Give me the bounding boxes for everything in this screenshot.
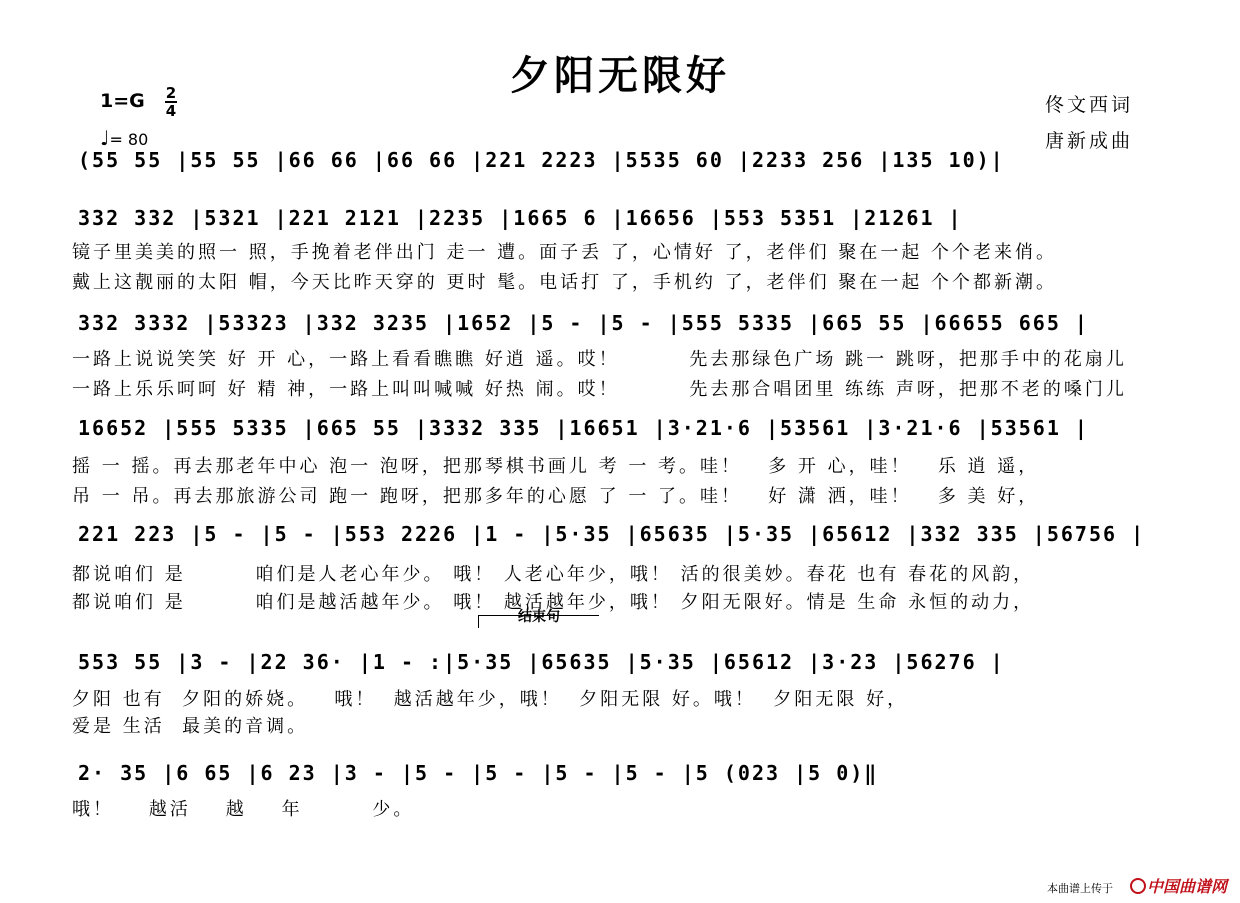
notation-text: (55 55 |55 55 |66 66 |66 66 |221 2223 |5535 60 |2233 256 |135 10)| (78, 148, 1005, 172)
time-signature (165, 86, 177, 118)
notation-text: 221 223 |5 - |5 - |553 2226 |1 - |5·35 |65635 |5·35 |65612 |332 335 |56756 | (78, 522, 1146, 546)
lyric-line: 摇 一 摇。再去那老年中心 泡一 泡呀，把那琴棋书画儿 考 一 考。哇！ 多 开 心，哇！ 乐 逍 遥， (72, 456, 1040, 477)
lyric-line: 一路上说说笑笑 好 开 心，一路上看看瞧瞧 好逍 遥。哎！ 先去那绿色广场 跳一 跳呀，把那手中的花扇儿 (72, 349, 1127, 370)
notation-line-1 (72, 142, 1180, 186)
lyricist-credit: 佟文西词 (1045, 94, 1134, 116)
notation-line-4 (72, 410, 1180, 454)
notation-text: 332 3332 |53323 |332 3235 |1652 |5 - |5 - |555 5335 |665 55 |66655 665 | (78, 311, 1089, 335)
lyric-line: 镜子里美美的照一 照，手挽着老伴出门 走一 遭。面子丢 了，心情好 了，老伴们 聚在一起 个个老来俏。 (72, 242, 1058, 263)
lyric-line: 吊 一 吊。再去那旅游公司 跑一 跑呀，把那多年的心愿 了 一 了。哇！ 好 潇 洒，哇！ 多 美 好， (72, 486, 1040, 507)
ending-label: 结束句 (518, 609, 560, 625)
notation-line-6 (72, 644, 1180, 688)
ending-bracket (478, 615, 599, 628)
notation-line-3 (72, 305, 1180, 349)
notation-text: 553 55 |3 - |22 36· |1 - :|5·35 |65635 |5·35 |65612 |3·23 |56276 | (78, 650, 1005, 674)
notation-text: 2· 35 |6 65 |6 23 |3 - |5 - |5 - |5 - |5 - |5 (023 |5 0)‖ (78, 761, 879, 785)
lyric-line: 夕阳 也有 夕阳的娇娆。 哦！ 越活越年少，哦！ 夕阳无限 好。哦！ 夕阳无限 好， (72, 689, 909, 710)
lyric-line: 都说咱们 是 咱们是越活越年少。 哦！ 越活越年少，哦！ 夕阳无限好。情是 生命 永恒的动力， (72, 592, 1035, 613)
lyric-line: 爱是 生活 最美的音调。 (72, 716, 309, 737)
time-signature-bottom: 4 (165, 102, 177, 120)
key-signature: 1=G (100, 90, 145, 112)
song-title: 夕阳无限好 (510, 53, 730, 99)
tempo-value: = 80 (109, 130, 149, 149)
time-signature-top: 2 (165, 84, 177, 102)
composer-credit: 唐新成曲 (1045, 130, 1134, 152)
site-logo[interactable]: 中国曲谱网 (1147, 877, 1228, 896)
lyric-line: 都说咱们 是 咱们是人老心年少。 哦！ 人老心年少，哦！ 活的很美妙。春花 也有 春花的风韵， (72, 564, 1035, 585)
notation-text: 332 332 |5321 |221 2121 |2235 |1665 6 |16656 |553 5351 |21261 | (78, 206, 963, 230)
lyric-line: 戴上这靓丽的太阳 帽，今天比昨天穿的 更时 髦。电话打 了，手机约 了，老伴们 聚在一起 个个都新潮。 (72, 272, 1058, 293)
upload-note: 本曲谱上传于 (1047, 882, 1113, 895)
site-logo-icon (1130, 878, 1146, 894)
lyric-line: 一路上乐乐呵呵 好 精 神，一路上叫叫喊喊 好热 闹。哎！ 先去那合唱团里 练练 声呀，把那不老的嗓门儿 (72, 379, 1127, 400)
lyric-line: 哦！ 越活 越 年 少。 (72, 799, 415, 820)
notation-text: 16652 |555 5335 |665 55 |3332 335 |16651 |3·21·6 |53561 |3·21·6 |53561 | (78, 416, 1089, 440)
notation-line-7 (72, 755, 1180, 799)
notation-line-5 (72, 516, 1180, 560)
quarter-note-icon: ♩ (100, 126, 110, 150)
